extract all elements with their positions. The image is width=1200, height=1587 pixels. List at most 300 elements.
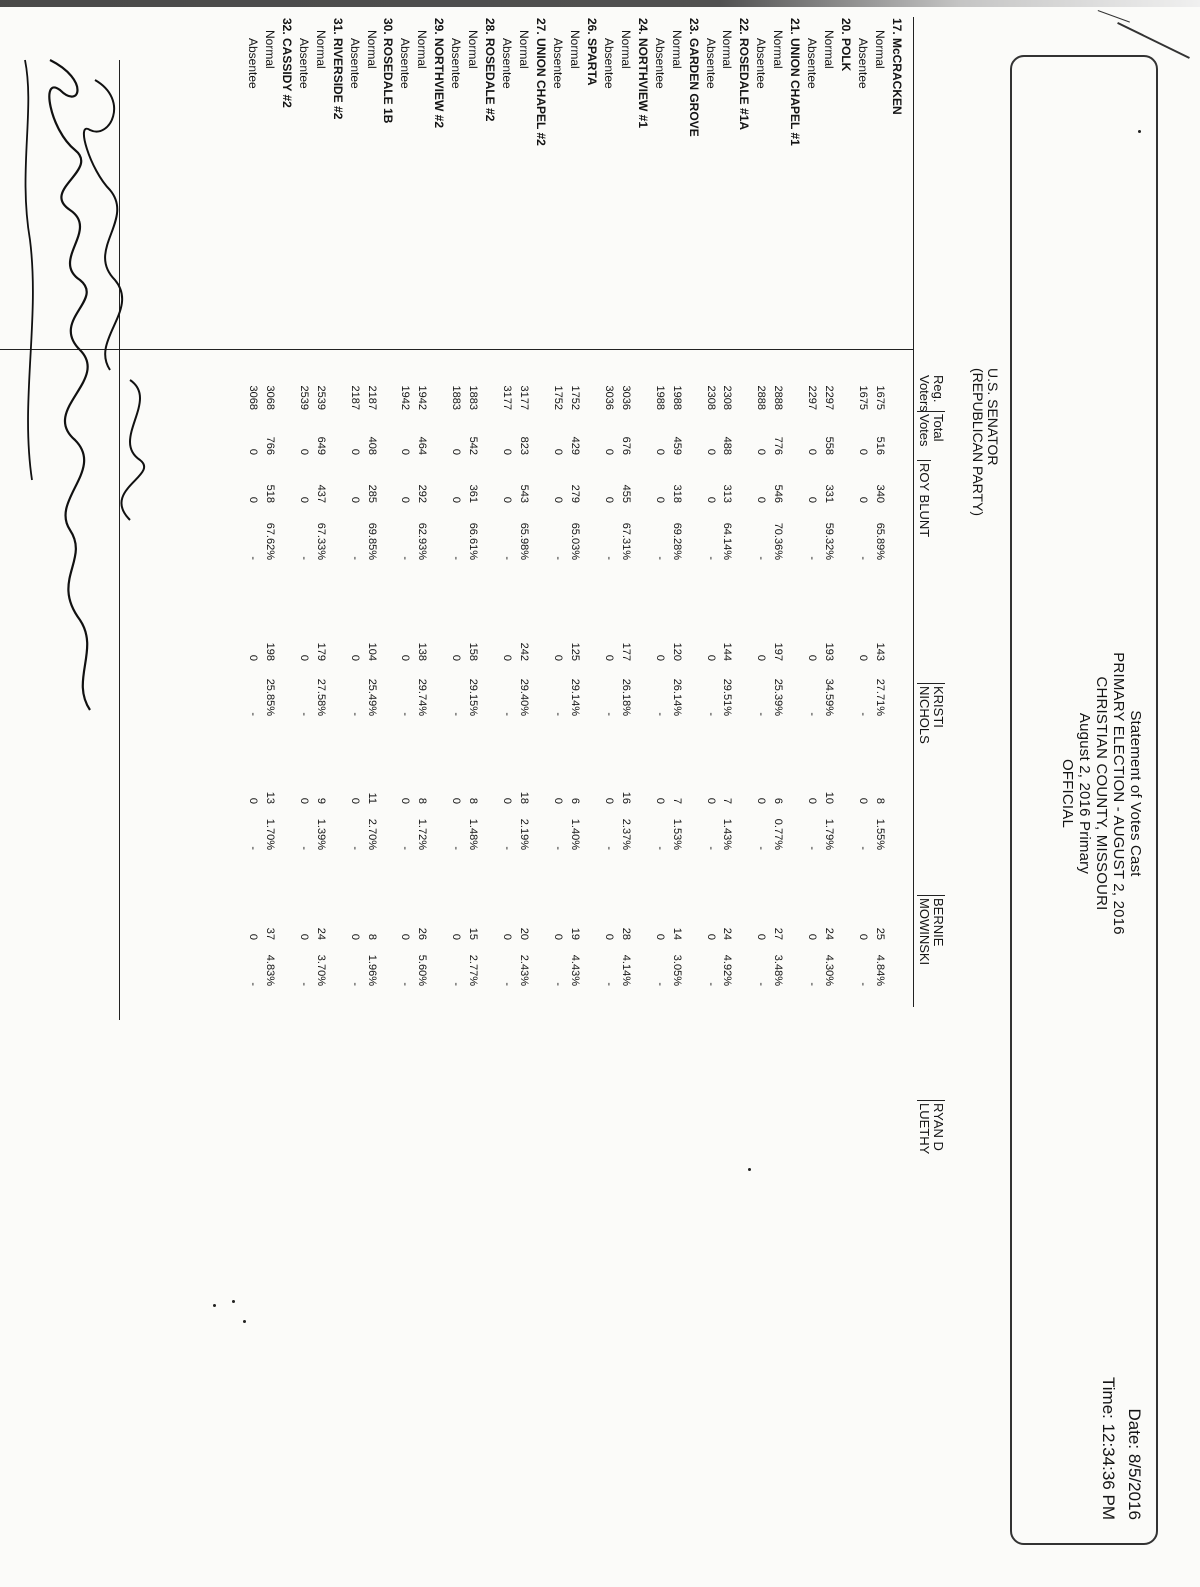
blunt-votes-cell: 285 <box>365 484 378 503</box>
luethy-pct-cell: 4.43% <box>568 954 581 986</box>
nichols-pct-cell: 25.49% <box>365 678 378 716</box>
luethy-pct-cell: - <box>755 982 768 986</box>
total-votes-cell: 0 <box>602 448 615 455</box>
nichols-votes-cell: 144 <box>721 642 734 661</box>
luethy-votes-cell: 0 <box>857 933 870 940</box>
mowinski-votes-cell: 7 <box>670 797 683 804</box>
blunt-votes-cell: 546 <box>772 484 785 503</box>
mowinski-pct-cell: 1.79% <box>823 818 836 850</box>
luethy-votes-cell: 14 <box>670 927 683 940</box>
luethy-votes-cell: 0 <box>806 933 819 940</box>
nichols-pct-cell: 29.40% <box>518 678 531 716</box>
luethy-pct-cell: 1.96% <box>365 954 378 986</box>
reg-voters-cell: 2187 <box>348 385 361 410</box>
signature-mark <box>25 60 33 480</box>
precinct-name: 26. SPARTA <box>584 18 599 86</box>
mowinski-pct-cell: 1.70% <box>263 818 276 850</box>
luethy-pct-cell: - <box>450 982 463 986</box>
blunt-pct-cell: - <box>857 556 870 560</box>
blunt-votes-cell: 437 <box>314 484 327 503</box>
luethy-votes-cell: 0 <box>297 933 310 940</box>
total-votes-cell: 0 <box>399 448 412 455</box>
blunt-pct-cell: 62.93% <box>416 522 429 560</box>
mowinski-votes-cell: 10 <box>823 791 836 804</box>
mowinski-pct-cell: 1.43% <box>721 818 734 850</box>
mowinski-votes-cell: 0 <box>501 797 514 804</box>
row-label: Normal <box>771 30 786 69</box>
nichols-pct-cell: - <box>501 712 514 716</box>
blunt-pct-cell: 67.62% <box>263 522 276 560</box>
luethy-pct-cell: - <box>501 982 514 986</box>
nichols-pct-cell: 29.15% <box>467 678 480 716</box>
luethy-votes-cell: 20 <box>518 927 531 940</box>
mowinski-pct-cell: - <box>857 846 870 850</box>
blunt-pct-cell: - <box>602 556 615 560</box>
mowinski-votes-cell: 0 <box>297 797 310 804</box>
luethy-votes-cell: 0 <box>704 933 717 940</box>
mowinski-votes-cell: 0 <box>653 797 666 804</box>
blunt-votes-cell: 0 <box>246 496 259 503</box>
row-label: Normal <box>720 30 735 69</box>
mowinski-votes-cell: 6 <box>568 797 581 804</box>
blunt-pct-cell: - <box>806 556 819 560</box>
blunt-pct-cell: 70.36% <box>772 522 785 560</box>
reg-voters-cell: 1675 <box>857 385 870 410</box>
mowinski-votes-cell: 0 <box>806 797 819 804</box>
luethy-votes-cell: 0 <box>450 933 463 940</box>
mowinski-pct-cell: 2.70% <box>365 818 378 850</box>
nichols-votes-cell: 0 <box>602 654 615 661</box>
reg-voters-header: Voters <box>917 375 932 412</box>
nichols-pct-cell: - <box>399 712 412 716</box>
reg-voters-cell: 2888 <box>772 385 785 410</box>
precinct-name: 22. ROSEDALE #1A <box>737 18 752 131</box>
nichols-votes-cell: 179 <box>314 642 327 661</box>
blunt-pct-cell: - <box>552 556 564 560</box>
precinct-name: 27. UNION CHAPEL #2 <box>534 18 549 146</box>
row-label: Absentee <box>245 38 260 89</box>
total-votes-cell: 0 <box>806 448 819 455</box>
luethy-pct-cell: - <box>297 982 310 986</box>
reg-voters-cell: 1883 <box>450 385 463 410</box>
row-label: Normal <box>262 30 277 69</box>
candidate-header: ROY BLUNT <box>917 460 931 537</box>
luethy-votes-cell: 15 <box>467 927 480 940</box>
luethy-votes-cell: 0 <box>755 933 768 940</box>
row-label: Absentee <box>805 38 820 89</box>
row-label: Absentee <box>347 38 362 89</box>
row-label: Absentee <box>500 38 515 89</box>
total-votes-cell: 823 <box>518 436 531 455</box>
total-votes-cell: 0 <box>653 448 666 455</box>
total-votes-cell: 0 <box>348 448 361 455</box>
nichols-pct-cell: 27.71% <box>874 678 887 716</box>
mowinski-votes-cell: 13 <box>263 791 276 804</box>
blunt-pct-cell: 67.33% <box>314 522 327 560</box>
row-label: Normal <box>669 30 684 69</box>
mowinski-votes-cell: 0 <box>246 797 259 804</box>
report-title-line: PRIMARY ELECTION - AUGUST 2, 2016 <box>1110 652 1127 935</box>
candidate-header: KRISTI <box>931 683 945 728</box>
total-votes-cell: 464 <box>416 436 429 455</box>
row-label: Normal <box>567 30 582 69</box>
luethy-pct-cell: - <box>602 982 615 986</box>
blunt-pct-cell: - <box>755 556 768 560</box>
mowinski-votes-cell: 7 <box>721 797 734 804</box>
reg-voters-cell: 3036 <box>619 385 632 410</box>
mowinski-votes-cell: 0 <box>450 797 463 804</box>
luethy-pct-cell: 4.83% <box>263 954 276 986</box>
blunt-pct-cell: 65.03% <box>568 522 581 560</box>
nichols-votes-cell: 242 <box>518 642 531 661</box>
luethy-pct-cell: - <box>857 982 870 986</box>
mowinski-pct-cell: - <box>653 846 666 850</box>
mowinski-votes-cell: 11 <box>365 792 378 804</box>
total-votes-cell: 0 <box>297 448 310 455</box>
mowinski-pct-cell: 1.53% <box>670 818 683 850</box>
blunt-votes-cell: 0 <box>602 496 615 503</box>
report-time: Time: 12:34:36 PM <box>1099 1377 1118 1520</box>
row-label: Absentee <box>652 38 667 89</box>
precinct-name: 32. CASSIDY #2 <box>279 18 294 108</box>
contest-title: U.S. SENATOR <box>985 368 1001 466</box>
mowinski-pct-cell: 1.72% <box>416 818 429 850</box>
reg-voters-cell: 1942 <box>416 385 429 410</box>
blunt-pct-cell: 69.28% <box>670 522 683 560</box>
blunt-votes-cell: 0 <box>501 496 514 503</box>
nichols-votes-cell: 177 <box>619 642 632 661</box>
blunt-pct-cell: 66.61% <box>467 522 480 560</box>
luethy-pct-cell: 2.43% <box>518 954 531 986</box>
blunt-votes-cell: 543 <box>518 484 531 503</box>
row-label: Normal <box>313 30 328 69</box>
total-votes-cell: 459 <box>670 436 683 455</box>
reg-voters-cell: 1752 <box>568 385 581 410</box>
reg-voters-cell: 2187 <box>365 385 378 410</box>
reg-voters-cell: 1942 <box>399 385 412 410</box>
nichols-votes-cell: 197 <box>772 642 785 661</box>
contest-party: (REPUBLICAN PARTY) <box>970 368 986 517</box>
blunt-votes-cell: 0 <box>450 496 463 503</box>
total-votes-cell: 558 <box>823 436 836 455</box>
luethy-votes-cell: 0 <box>653 933 666 940</box>
blunt-pct-cell: - <box>704 556 717 560</box>
nichols-pct-cell: - <box>857 712 870 716</box>
nichols-pct-cell: - <box>297 712 310 716</box>
mowinski-votes-cell: 0 <box>552 797 564 804</box>
row-label: Normal <box>517 30 532 69</box>
luethy-pct-cell: 4.84% <box>874 954 887 986</box>
luethy-pct-cell: 3.48% <box>772 954 785 986</box>
total-votes-cell: 516 <box>874 436 887 455</box>
mowinski-pct-cell: - <box>704 846 717 850</box>
luethy-votes-cell: 8 <box>365 933 378 940</box>
nichols-pct-cell: 27.58% <box>314 678 327 716</box>
row-label: Absentee <box>296 38 311 89</box>
mowinski-votes-cell: 8 <box>874 797 887 804</box>
report-title-line: OFFICIAL <box>1059 758 1076 829</box>
precinct-name: 28. ROSEDALE #2 <box>483 18 498 122</box>
mowinski-pct-cell: - <box>399 846 412 850</box>
blunt-pct-cell: - <box>246 556 259 560</box>
luethy-pct-cell: - <box>653 982 666 986</box>
luethy-votes-cell: 0 <box>399 933 412 940</box>
signatures <box>10 20 200 740</box>
reg-voters-cell: 3068 <box>263 385 276 410</box>
blunt-votes-cell: 0 <box>653 496 666 503</box>
luethy-pct-cell: - <box>806 982 819 986</box>
blunt-votes-cell: 0 <box>704 496 717 503</box>
row-label: Absentee <box>449 38 464 89</box>
luethy-votes-cell: 37 <box>263 927 276 940</box>
luethy-votes-cell: 24 <box>314 927 327 940</box>
nichols-votes-cell: 0 <box>450 654 463 661</box>
luethy-votes-cell: 28 <box>619 927 632 940</box>
candidate-header: NICHOLS <box>917 683 931 744</box>
row-label: Normal <box>415 30 430 69</box>
luethy-votes-cell: 24 <box>823 927 836 940</box>
mowinski-pct-cell: - <box>297 846 310 850</box>
precinct-name: 20. POLK <box>839 18 854 72</box>
candidate-header: RYAN D <box>931 1100 945 1151</box>
mowinski-votes-cell: 0 <box>755 797 768 804</box>
reg-voters-cell: 2539 <box>297 385 310 410</box>
luethy-pct-cell: - <box>704 982 717 986</box>
blunt-pct-cell: 69.85% <box>365 522 378 560</box>
blunt-votes-cell: 279 <box>568 484 581 503</box>
nichols-pct-cell: - <box>348 712 361 716</box>
report-title-line: August 2, 2016 Primary <box>1076 712 1093 875</box>
mowinski-pct-cell: - <box>450 846 463 850</box>
luethy-votes-cell: 27 <box>772 927 785 940</box>
nichols-votes-cell: 0 <box>399 654 412 661</box>
luethy-pct-cell: - <box>246 982 259 986</box>
mowinski-votes-cell: 0 <box>399 797 412 804</box>
total-votes-cell: 776 <box>772 436 785 455</box>
nichols-pct-cell: 25.39% <box>772 678 785 716</box>
luethy-votes-cell: 0 <box>552 933 564 940</box>
mowinski-pct-cell: 1.55% <box>874 818 887 850</box>
nichols-votes-cell: 0 <box>653 654 666 661</box>
total-votes-cell: 766 <box>263 436 276 455</box>
row-label: Normal <box>822 30 837 69</box>
row-label: Absentee <box>856 38 871 89</box>
mowinski-votes-cell: 16 <box>619 791 632 804</box>
precinct-name: 31. RIVERSIDE #2 <box>330 18 345 120</box>
blunt-votes-cell: 455 <box>619 484 632 503</box>
candidate-header: BERNIE <box>931 895 945 946</box>
total-votes-cell: 488 <box>721 436 734 455</box>
total-votes-header: Votes <box>917 411 931 447</box>
luethy-pct-cell: - <box>348 982 361 986</box>
report-title-line: Statement of Votes Cast <box>1127 710 1144 877</box>
nichols-pct-cell: 29.51% <box>721 678 734 716</box>
total-votes-cell: 0 <box>450 448 463 455</box>
mowinski-pct-cell: 1.39% <box>314 818 327 850</box>
blunt-votes-cell: 318 <box>670 484 683 503</box>
reg-voters-cell: 1988 <box>670 385 683 410</box>
luethy-pct-cell: 3.05% <box>670 954 683 986</box>
nichols-votes-cell: 0 <box>755 654 768 661</box>
nichols-votes-cell: 158 <box>467 642 480 661</box>
luethy-pct-cell: - <box>552 982 564 986</box>
blunt-votes-cell: 0 <box>806 496 819 503</box>
nichols-votes-cell: 0 <box>348 654 361 661</box>
blunt-pct-cell: - <box>399 556 412 560</box>
reg-voters-cell: 3177 <box>518 385 531 410</box>
nichols-votes-cell: 0 <box>806 654 819 661</box>
nichols-votes-cell: 193 <box>823 642 836 661</box>
blunt-votes-cell: 331 <box>823 484 836 503</box>
luethy-pct-cell: 4.30% <box>823 954 836 986</box>
nichols-pct-cell: 34.59% <box>823 678 836 716</box>
blunt-pct-cell: 65.98% <box>518 522 531 560</box>
luethy-votes-cell: 19 <box>568 927 581 940</box>
nichols-pct-cell: 25.85% <box>263 678 276 716</box>
luethy-votes-cell: 0 <box>348 933 361 940</box>
total-votes-cell: 0 <box>501 448 514 455</box>
mowinski-pct-cell: - <box>755 846 768 850</box>
mowinski-votes-cell: 8 <box>467 797 480 804</box>
blunt-pct-cell: - <box>297 556 310 560</box>
header-divider <box>913 17 914 1007</box>
precinct-name: 30. ROSEDALE 1B <box>381 18 396 124</box>
nichols-pct-cell: - <box>806 712 819 716</box>
total-votes-cell: 0 <box>246 448 259 455</box>
mowinski-votes-cell: 9 <box>314 797 327 804</box>
luethy-pct-cell: 5.60% <box>416 954 429 986</box>
luethy-votes-cell: 0 <box>246 933 259 940</box>
mowinski-votes-cell: 8 <box>416 797 429 804</box>
blunt-pct-cell: - <box>450 556 463 560</box>
candidate-header: LUETHY <box>917 1100 931 1154</box>
luethy-votes-cell: 26 <box>416 927 429 940</box>
mowinski-pct-cell: - <box>806 846 819 850</box>
nichols-votes-cell: 198 <box>263 642 276 661</box>
report-date: Date: 8/5/2016 <box>1125 1408 1144 1520</box>
nichols-pct-cell: 29.74% <box>416 678 429 716</box>
blunt-votes-cell: 0 <box>552 496 564 503</box>
row-label: Absentee <box>754 38 769 89</box>
total-votes-header: Total <box>931 411 945 441</box>
total-votes-cell: 0 <box>755 448 768 455</box>
nichols-pct-cell: - <box>602 712 615 716</box>
nichols-pct-cell: 29.14% <box>568 678 581 716</box>
nichols-votes-cell: 0 <box>246 654 259 661</box>
precinct-name: 29. NORTHVIEW #2 <box>432 18 447 129</box>
mowinski-votes-cell: 0 <box>857 797 870 804</box>
blunt-votes-cell: 313 <box>721 484 734 503</box>
row-label: Absentee <box>703 38 718 89</box>
row-label: Absentee <box>551 38 565 89</box>
luethy-votes-cell: 0 <box>602 933 615 940</box>
signature-mark <box>121 380 144 520</box>
nichols-pct-cell: 26.14% <box>670 678 683 716</box>
nichols-pct-cell: - <box>552 712 564 716</box>
nichols-pct-cell: - <box>653 712 666 716</box>
mowinski-pct-cell: 1.48% <box>467 818 480 850</box>
total-votes-cell: 429 <box>568 436 581 455</box>
blunt-votes-cell: 518 <box>263 484 276 503</box>
blunt-votes-cell: 292 <box>416 484 429 503</box>
blunt-pct-cell: 59.32% <box>823 522 836 560</box>
luethy-pct-cell: 4.14% <box>619 954 632 986</box>
mowinski-votes-cell: 0 <box>348 797 361 804</box>
mowinski-pct-cell: - <box>348 846 361 850</box>
nichols-votes-cell: 0 <box>552 654 564 661</box>
reg-voters-cell: 3068 <box>246 385 259 410</box>
reg-voters-cell: 3036 <box>602 385 615 410</box>
report-title-line: CHRISTIAN COUNTY, MISSOURI <box>1093 676 1110 911</box>
reg-voters-cell: 2308 <box>721 385 734 410</box>
row-label: Absentee <box>601 38 616 89</box>
blunt-pct-cell: - <box>348 556 361 560</box>
blunt-votes-cell: 0 <box>348 496 361 503</box>
candidate-header: MOWINSKI <box>917 895 931 965</box>
luethy-pct-cell: 4.92% <box>721 954 734 986</box>
nichols-pct-cell: - <box>704 712 717 716</box>
row-label: Normal <box>618 30 633 69</box>
row-label: Normal <box>873 30 888 69</box>
total-votes-cell: 0 <box>857 448 870 455</box>
nichols-votes-cell: 0 <box>704 654 717 661</box>
nichols-votes-cell: 0 <box>297 654 310 661</box>
mowinski-pct-cell: - <box>552 846 564 850</box>
mowinski-pct-cell: - <box>246 846 259 850</box>
nichols-votes-cell: 104 <box>365 642 378 661</box>
blunt-pct-cell: - <box>501 556 514 560</box>
row-label: Normal <box>466 30 481 69</box>
reg-voters-cell: 2297 <box>823 385 836 410</box>
mowinski-votes-cell: 0 <box>704 797 717 804</box>
reg-voters-cell: 1675 <box>874 385 887 410</box>
nichols-votes-cell: 0 <box>501 654 514 661</box>
blunt-votes-cell: 0 <box>399 496 412 503</box>
reg-voters-cell: 2308 <box>704 385 717 410</box>
mowinski-pct-cell: 1.40% <box>568 818 581 850</box>
mowinski-pct-cell: - <box>501 846 514 850</box>
total-votes-cell: 0 <box>552 448 564 455</box>
mowinski-votes-cell: 6 <box>772 797 785 804</box>
row-label: Absentee <box>398 38 413 89</box>
reg-voters-cell: 2539 <box>314 385 327 410</box>
reg-voters-cell: 1883 <box>467 385 480 410</box>
mowinski-pct-cell: 2.37% <box>619 818 632 850</box>
reg-voters-cell: 1752 <box>552 385 564 410</box>
blunt-pct-cell: 65.89% <box>874 522 887 560</box>
reg-voters-cell: 3177 <box>501 385 514 410</box>
nichols-votes-cell: 120 <box>670 642 683 661</box>
total-votes-cell: 408 <box>365 436 378 455</box>
row-label: Normal <box>364 30 379 69</box>
mowinski-pct-cell: - <box>602 846 615 850</box>
total-votes-cell: 542 <box>467 436 480 455</box>
nichols-pct-cell: 26.18% <box>619 678 632 716</box>
signature-mark <box>84 80 122 370</box>
nichols-pct-cell: - <box>755 712 768 716</box>
reg-voters-cell: 1988 <box>653 385 666 410</box>
nichols-votes-cell: 0 <box>857 654 870 661</box>
luethy-votes-cell: 24 <box>721 927 734 940</box>
blunt-pct-cell: 64.14% <box>721 522 734 560</box>
nichols-pct-cell: - <box>450 712 463 716</box>
nichols-votes-cell: 125 <box>568 642 581 661</box>
luethy-pct-cell: 3.70% <box>314 954 327 986</box>
mowinski-pct-cell: 2.19% <box>518 818 531 850</box>
reg-voters-cell: 2297 <box>806 385 819 410</box>
precinct-name: 21. UNION CHAPEL #1 <box>788 18 803 146</box>
total-votes-cell: 0 <box>704 448 717 455</box>
